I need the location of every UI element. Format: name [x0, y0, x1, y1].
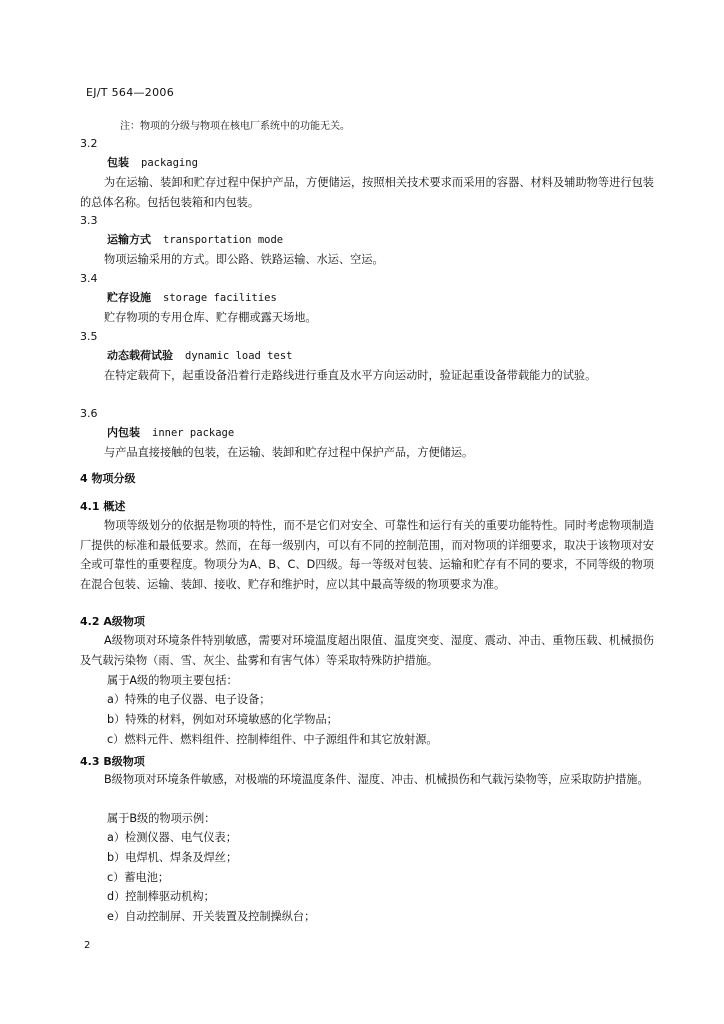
term-en: inner package [152, 427, 235, 439]
page-number: 2 [84, 940, 91, 951]
section-title: 4.2 A级物项 [80, 615, 145, 628]
term-heading [107, 155, 198, 171]
section-number: 3.3 [80, 214, 98, 227]
term-en: dynamic load test [185, 350, 293, 362]
list-item: a）检测仪器、电气仪表； [107, 831, 237, 844]
section-title: 4.1 概述 [80, 500, 126, 513]
term-heading [107, 348, 292, 364]
definition: 在特定载荷下，起重设备沿着行走路线进行垂直及水平方向运动时，验证起重设备带载能力的试验。 [104, 369, 597, 382]
list-item: c）燃料元件、燃料组件、控制棒组件、中子源组件和其它放射源。 [107, 733, 438, 746]
term-zh: 包装 [107, 156, 129, 169]
term-heading [107, 290, 277, 306]
note: 注：物项的分级与物项在核电厂系统中的功能无关。 [120, 121, 350, 132]
list-item: b）电焊机、焊条及焊丝； [107, 851, 238, 864]
term-zh: 动态载荷试验 [107, 349, 173, 362]
list-item: d）控制棒驱动机构； [107, 890, 215, 903]
section-number: 3.2 [80, 137, 98, 150]
definition: 贮存物项的专用仓库、贮存棚或露天场地。 [104, 311, 317, 324]
definition: 物项运输采用的方式。即公路、铁路运输、水运、空运。 [104, 253, 384, 266]
section-body: 物项等级划分的依据是物项的特性，而不是它们对安全、可靠性和运行有关的重要功能特性。同时考虑物项制造厂提供的标准和最低要求。然而，在每一级别内，可以有不同的控制范围，而对物项的详细要求，取决于该物项对安全或可靠性的重要程度。物项分为A、B、C、D四级。每一等级对包装、运输和贮存有不同的要求，不同等级的物项在混合包装、运输、装卸、接收、贮存和维护时，应以其中最高等级的物项要求为准。 [80, 519, 654, 591]
section-body: A级物项对环境条件特别敏感，需要对环境温度超出限值、温度突变、湿度、震动、冲击、重物压载、机械损伤及气载污染物（雨、雪、灰尘、盐雾和有害气体）等采取特殊防护措施。 [80, 634, 654, 667]
chapter-title: 4 物项分级 [80, 472, 136, 485]
definition: 与产品直接接触的包装，在运输、装卸和贮存过程中保护产品，方便储运。 [104, 446, 474, 459]
term-en: packaging [141, 157, 198, 169]
term-zh: 内包装 [107, 426, 140, 439]
list-intro: 属于A级的物项主要包括： [107, 674, 238, 687]
list-item: c）蓄电池； [107, 871, 170, 884]
section-body: B级物项对环境条件敏感，对极端的环境温度条件、湿度、冲击、机械损伤和气载污染物等，应采取防护措施。 [104, 773, 649, 786]
term-heading [107, 425, 234, 441]
list-item: b）特殊的材料，例如对环境敏感的化学物品； [107, 713, 338, 726]
standard-code: EJ/T 564—2006 [86, 86, 175, 99]
term-en: storage facilities [163, 292, 277, 304]
list-item: e）自动控制屏、开关装置及控制操纵台； [107, 910, 316, 923]
section-title: 4.3 B级物项 [80, 755, 145, 768]
list-item: a）特殊的电子仪器、电子设备； [107, 693, 271, 706]
term-zh: 运输方式 [107, 233, 151, 246]
term-zh: 贮存设施 [107, 291, 151, 304]
term-en: transportation mode [163, 234, 284, 246]
section-number: 3.5 [80, 330, 98, 343]
term-heading [107, 232, 283, 248]
definition: 为在运输、装卸和贮存过程中保护产品，方便储运，按照相关技术要求而采用的容器、材料及辅助物等进行包装的总体名称。包括包装箱和内包装。 [80, 176, 654, 209]
section-number: 3.6 [80, 407, 98, 420]
list-intro: 属于B级的物项示例： [107, 812, 216, 825]
section-number: 3.4 [80, 272, 98, 285]
